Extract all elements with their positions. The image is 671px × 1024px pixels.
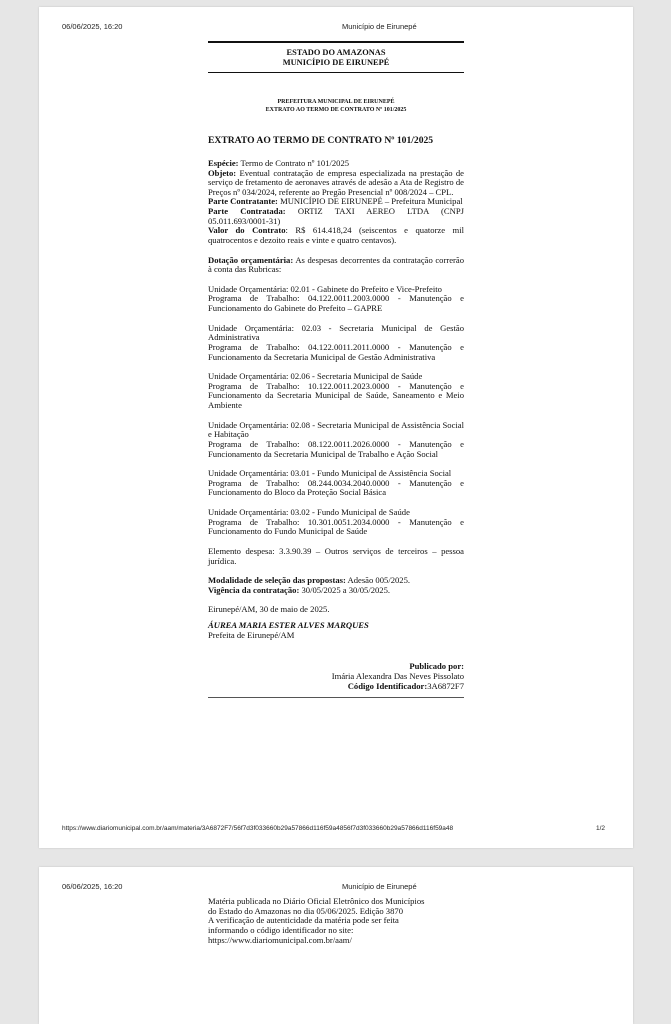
- identifier-line: [208, 682, 464, 692]
- rubrica-programa: Programa de Trabalho: 10.301.0051.2034.0000 - Manutenção e Funcionamento do Fundo Municipal de Saúde: [208, 516, 464, 537]
- contratada-line: [208, 207, 464, 226]
- rubrica-unidade: Unidade Orçamentária: 03.01 - Fundo Municipal de Assistência Social: [208, 468, 452, 479]
- document-title: EXTRATO AO TERMO DE CONTRATO Nº 101/2025: [208, 135, 434, 147]
- notice-line: informando o código identificador no site:: [208, 924, 354, 935]
- print-url: https://www.diariomunicipal.com.br/aam/materia/3A6872F7/56f7d3f033660b29a57866d116f59a4856f7d3f033660b29a57866d116f59a48: [62, 825, 454, 832]
- print-site-name: Município de Eirunepé: [342, 22, 417, 31]
- dotacao-line: [208, 256, 464, 275]
- document-page-2: [39, 867, 633, 1024]
- objeto-line: [208, 169, 464, 198]
- especie-label: Espécie:: [208, 157, 239, 168]
- rubrica-unidade: Unidade Orçamentária: 02.08 - Secretaria Municipal de Assistência Social e Habitação: [208, 419, 464, 440]
- notice-line: A verificação de autenticidade da matéria pode ser feita: [208, 915, 399, 926]
- rubrica-programa: Programa de Trabalho: 04.122.0011.2011.0000 - Manutenção e Funcionamento da Secretaria Municipal de Gestão Administrativa: [208, 341, 464, 362]
- document-page-1: [39, 7, 633, 848]
- header-rule-bottom: [208, 72, 464, 73]
- rubrica-programa: Programa de Trabalho: 08.122.0011.2026.0000 - Manutenção e Funcionamento da Secretaria Municipal de Trabalho e Ação Social: [208, 438, 464, 459]
- state-name: ESTADO DO AMAZONAS: [286, 48, 386, 57]
- verification-url[interactable]: https://www.diariomunicipal.com.br/aam/: [208, 934, 352, 945]
- municipality-name: MUNICÍPIO DE EIRUNEPÉ: [282, 58, 390, 68]
- extract-subtitle: EXTRATO AO TERMO DE CONTRATO Nº 101/2025: [265, 106, 407, 113]
- notice-line: Matéria publicada no Diário Oficial Eletrônico dos Municípios: [208, 896, 425, 906]
- rubrica-programa: Programa de Trabalho: 10.122.0011.2023.0000 - Manutenção e Funcionamento da Secretaria Municipal de Saúde, Saneamento e Meio Ambiente: [208, 380, 464, 411]
- signer-name: ÁUREA MARIA ESTER ALVES MARQUES: [208, 620, 369, 631]
- rubrica-unidade: Unidade Orçamentária: 02.03 - Secretaria Municipal de Gestão Administrativa: [208, 322, 464, 343]
- rubrica-unidade: Unidade Orçamentária: 02.01 - Gabinete do Prefeito e Vice-Prefeito: [208, 283, 442, 294]
- place-date: Eirunepé/AM, 30 de maio de 2025.: [208, 604, 330, 615]
- end-rule: [208, 697, 464, 698]
- rubrica-unidade: Unidade Orçamentária: 02.06 - Secretaria Municipal de Saúde: [208, 371, 423, 382]
- vigencia-value: 30/05/2025 a 30/05/2025.: [299, 584, 391, 595]
- print-site-name: Município de Eirunepé: [342, 882, 417, 891]
- published-by-label: Publicado por:: [409, 661, 464, 672]
- masthead: [208, 43, 464, 68]
- valor-label: Valor do Contrato: [208, 225, 286, 236]
- dotacao-value: As despesas decorrentes da contratação correrão à conta das Rubricas:: [208, 254, 464, 275]
- modalidade-value: Adesão 005/2025.: [345, 575, 411, 586]
- issuer-block: [208, 99, 464, 114]
- valor-line: [208, 226, 464, 245]
- page-number: 1/2: [596, 825, 606, 832]
- contratante-value: MUNICÍPIO DE EIRUNEPÉ – Prefeitura Municipal: [277, 196, 463, 207]
- publication-block: [208, 662, 464, 691]
- contract-extract: [208, 41, 464, 698]
- contratante-label: Parte Contratante:: [208, 196, 278, 207]
- especie-value: Termo de Contrato nº 101/2025: [238, 157, 350, 168]
- rubrica-programa: Programa de Trabalho: 04.122.0011.2003.0000 - Manutenção e Funcionamento do Gabinete do Prefeito – GAPRE: [208, 293, 464, 314]
- rubrica-unidade: Unidade Orçamentária: 03.02 - Fundo Municipal de Saúde: [208, 507, 410, 518]
- vigencia-label: Vigência da contratação:: [208, 584, 300, 595]
- contratada-label: Parte Contratada:: [208, 206, 286, 217]
- published-by-name: Imária Alexandra Das Neves Pissolato: [331, 670, 464, 681]
- identifier-code: 3A6872F7: [427, 680, 464, 691]
- modalidade-label: Modalidade de seleção das propostas:: [208, 575, 346, 586]
- publication-notice: [208, 897, 464, 945]
- identifier-label: Código Identificador:: [347, 680, 428, 691]
- print-date: 06/06/2025, 16:20: [62, 22, 123, 31]
- vigencia-line: [208, 586, 464, 596]
- valor-value: : R$ 614.418,24 (seiscentos e quatorze mil quatrocentos e dezoito reais e vinte e quatro centavos).: [208, 225, 464, 245]
- elemento-despesa: Elemento despesa: 3.3.90.39 – Outros serviços de terceiros – pessoa jurídica.: [208, 545, 464, 566]
- dotacao-label: Dotação orçamentária:: [208, 254, 294, 265]
- prefecture-name: PREFEITURA MUNICIPAL DE EIRUNEPÉ: [277, 99, 395, 106]
- print-date: 06/06/2025, 16:20: [62, 882, 123, 891]
- rubrica-programa: Programa de Trabalho: 08.244.0034.2040.0000 - Manutenção e Funcionamento do Bloco da Proteção Social Básica: [208, 477, 464, 498]
- contratada-value: ORTIZ TAXI AEREO LTDA (CNPJ 05.011.693/0001-31): [208, 206, 464, 226]
- objeto-label: Objeto:: [208, 167, 237, 178]
- objeto-value: Eventual contratação de empresa especializada na prestação de serviço de fretamento de aeronaves através de adesão a Ata de Registro de Preços nº 034/2024, referente ao Pregão Presencial nº 008/2024 – CPL.: [208, 167, 464, 197]
- notice-line: do Estado do Amazonas no dia 05/06/2025. Edição 3870: [208, 905, 403, 916]
- signer-role: Prefeita de Eirunepé/AM: [208, 629, 295, 640]
